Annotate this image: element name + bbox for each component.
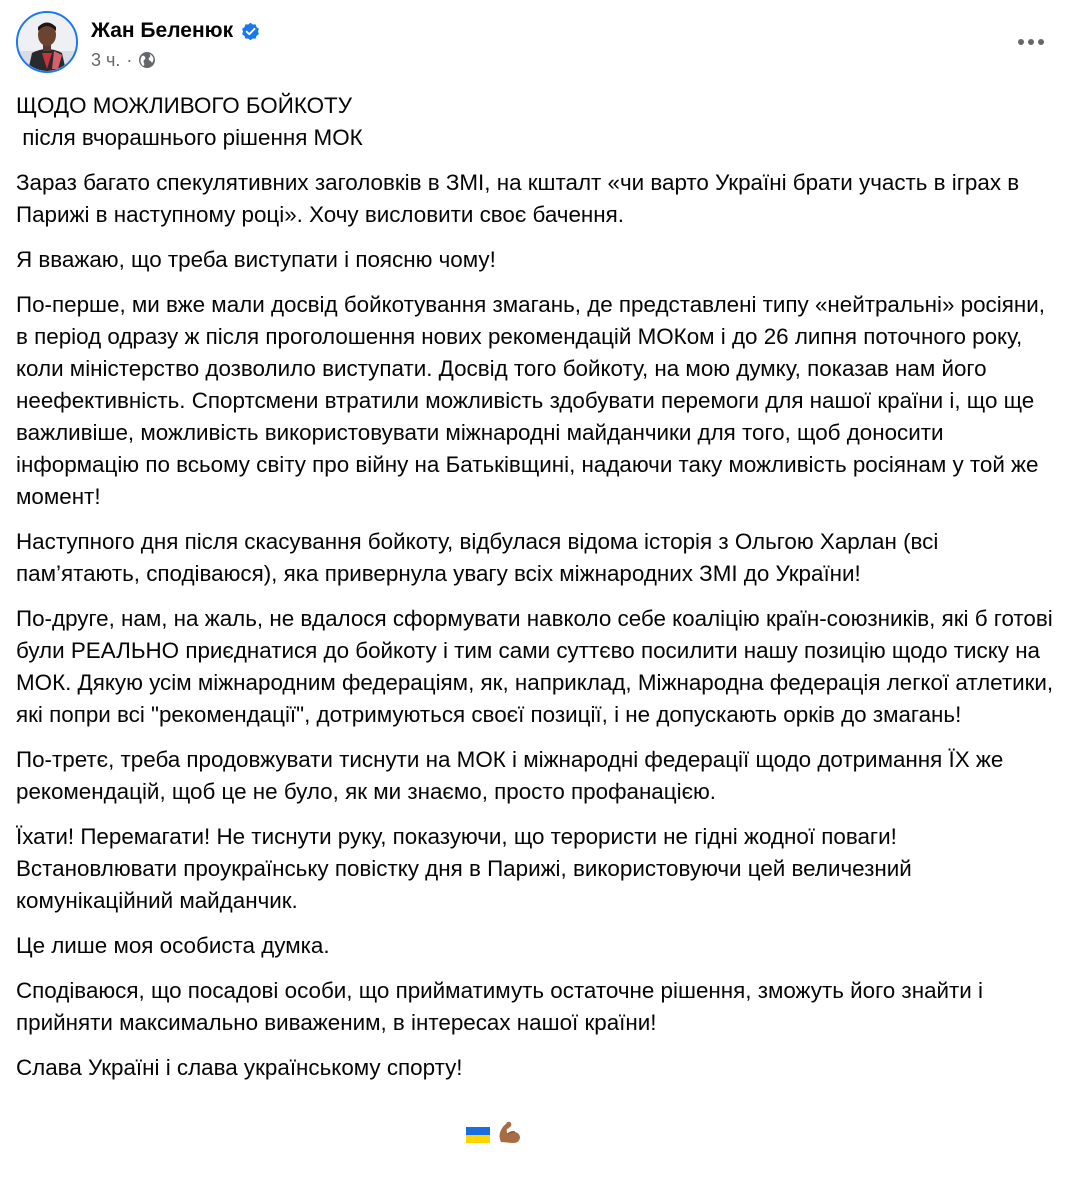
paragraph-8: Це лише моя особиста думка. <box>16 933 330 958</box>
paragraph-4: Наступного дня після скасування бойкоту, відбулася відома історія з Ольгою Харлан (всі пам’ятають, сподіваюся), яка привернула увагу всіх міжнародних ЗМІ до України! <box>16 529 945 586</box>
post-title: ЩОДО МОЖЛИВОГО БОЙКОТУ <box>16 93 352 118</box>
meta-separator: · <box>126 49 133 70</box>
closing-text: Слава Україні і слава українському спорту! <box>16 1055 463 1080</box>
avatar[interactable] <box>16 11 78 73</box>
paragraph-6: По-третє, треба продовжувати тиснути на МОК і міжнародні федерації щодо дотримання ЇХ же рекомендацій, щоб це не було, як ми знаємо, просто профанацією. <box>16 747 1010 804</box>
author-row <box>91 16 260 46</box>
paragraph-2: Я вважаю, що треба виступати і поясню чому! <box>16 247 496 272</box>
globe-icon[interactable] <box>138 51 156 69</box>
post-header <box>0 0 1071 90</box>
flexed-biceps-icon <box>495 1054 523 1082</box>
ukraine-flag-icon <box>465 1058 491 1078</box>
paragraph-5: По-друге, нам, на жаль, не вдалося сформувати навколо себе коаліцію країн-союзників, які б готові були РЕАЛЬНО приєднатися до бойкоту і тим сами суттєво посилити нашу позицію щодо тиску на МОК. Дякую усім міжнародним федераціям, як, наприклад, Міжнародна федерація легкої атлетики, які попри всі "рекомендації", дотримуються своєї позиції, і не допускають орків до змагань! <box>16 606 1060 727</box>
paragraph-7: Їхати! Перемагати! Не тиснути руку, показуючи, що терористи не гідні жодної поваги! Встановлювати проукраїнську повістку дня в Парижі, використовуючи цей величезний комунікаційний майданчик. <box>16 824 918 913</box>
closing-paragraph <box>16 1052 1056 1084</box>
paragraph-1: Зараз багато спекулятивних заголовків в ЗМІ, на кшталт «чи варто Україні брати участь в іграх в Парижі в наступному році». Хочу висловити своє бачення. <box>16 170 1026 227</box>
paragraph-3: По-перше, ми вже мали досвід бойкотування змагань, де представлені типу «нейтральні» росіяни, в період одразу ж після проголошення нових рекомендацій МОКом і до 26 липня поточного року, коли міністерство дозволило виступати. Досвід того бойкоту, на мою думку, показав нам його неефективність. Спортсмени втратили можливість здобувати перемоги для нашої країни і, що ще важливіше, можливість використовувати міжнародні майданчики для того, щоб доносити інформацію по всьому світу про війну на Батьківщині, надаючи таку можливість росіянам у той же момент! <box>16 292 1052 509</box>
author-name[interactable]: Жан Беленюк <box>91 19 234 42</box>
more-options-button[interactable] <box>1011 22 1051 62</box>
verified-badge-icon <box>241 22 260 41</box>
post-title-block <box>16 90 1056 154</box>
post-body <box>16 90 1060 1097</box>
more-options-icon <box>1017 33 1045 51</box>
post-meta <box>91 48 156 72</box>
paragraph-9: Сподіваюся, що посадові особи, що прийматимуть остаточне рішення, зможуть його знайти і прийняти максимально виваженим, в інтересах нашої країни! <box>16 978 990 1035</box>
post-subtitle: після вчорашнього рішення МОК <box>16 125 363 150</box>
post-time[interactable]: 3 ч. <box>91 49 121 70</box>
